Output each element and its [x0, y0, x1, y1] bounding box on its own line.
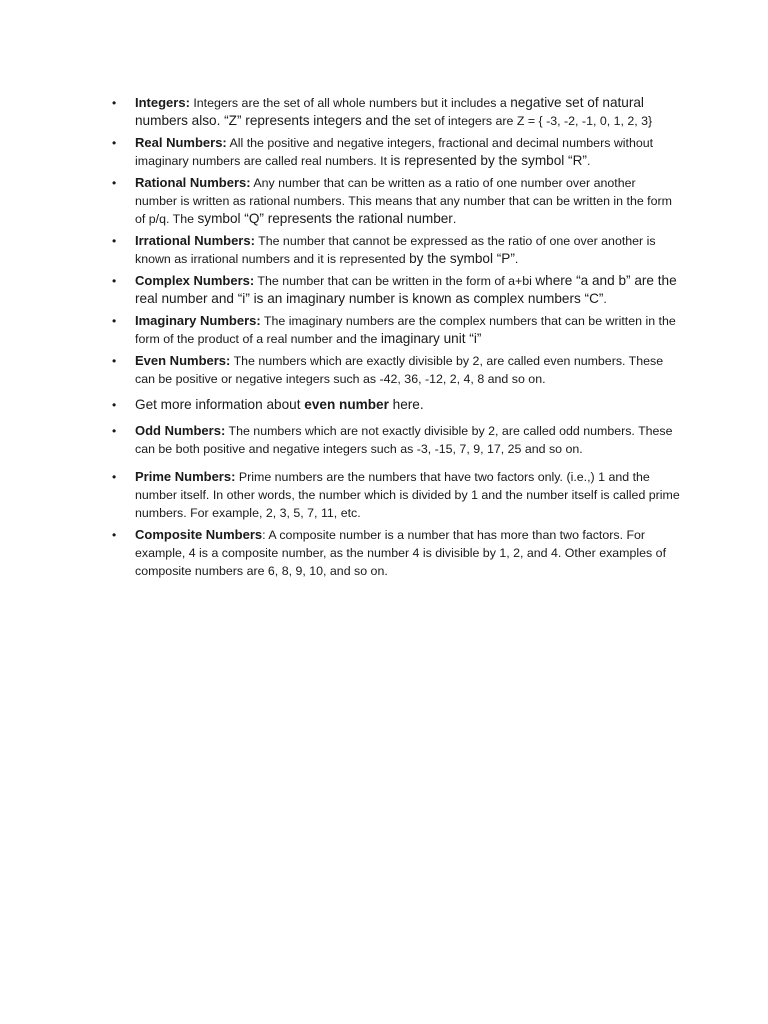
list-item-prime-numbers	[108, 468, 680, 522]
definition-text: The number that cannot be expressed as the ratio of one over another is known as irrational numbers and it is represented	[135, 234, 656, 266]
list-item-complex-numbers	[108, 272, 680, 308]
definition-text: The imaginary numbers are the complex numbers that can be written in the form of the product of a real number and the	[135, 314, 676, 346]
bullet: •	[112, 354, 117, 368]
definition-text: Integers are the set of all whole numbers but it includes a	[189, 96, 511, 110]
more-info-suffix: here.	[388, 397, 424, 412]
list-item-rational-numbers	[108, 174, 680, 228]
term-label: Even Numbers:	[135, 353, 231, 368]
term-label: Odd Numbers:	[135, 423, 226, 438]
term-label: Imaginary Numbers:	[135, 313, 261, 328]
definition-text: .	[514, 252, 519, 266]
term-label: Complex Numbers:	[135, 273, 255, 288]
list-item-real-numbers	[108, 134, 680, 170]
number-types-list	[108, 94, 680, 584]
list-item-irrational-numbers	[108, 232, 680, 268]
definition-text: .	[603, 292, 607, 306]
list-item-odd-numbers	[108, 422, 680, 458]
term-label: Composite Numbers	[135, 527, 263, 542]
bullet: •	[112, 528, 117, 542]
definition-text: where “a and b” are the real number and “i” is an imaginary number is known as complex numbers “C”	[135, 273, 677, 306]
bullet: •	[112, 274, 117, 288]
definition-text: is represented by the symbol “R”	[390, 153, 587, 168]
list-item-even-numbers	[108, 352, 680, 388]
term-label: Prime Numbers:	[135, 469, 236, 484]
definition-text: The numbers which are not exactly divisible by 2, are called odd numbers. These can be both positive and negative integers such as -3, -15, 7, 9, 17, 25 and so on.	[135, 424, 673, 456]
list-item-imaginary-numbers	[108, 312, 680, 348]
bullet: •	[112, 424, 117, 438]
definition-text: The numbers which are exactly divisible by 2, are called even numbers. These can be positive or negative integers such as -42, 36, -12, 2, 4, 8 and so on.	[135, 354, 664, 386]
bullet: •	[112, 234, 117, 248]
definition-text: set of integers are Z = { -3, -2, -1, 0, 1, 2, 3}	[410, 114, 653, 128]
definition-text: Prime numbers are the numbers that have two factors only. (i.e.,) 1 and the number itself. In other words, the number which is divided by 1 and the number itself is called prime numbers. For example, 2, 3, 5, 7, 11, etc.	[135, 470, 680, 520]
definition-text: .	[586, 154, 591, 168]
definition-text: by the symbol “P”	[409, 251, 515, 266]
term-label: Real Numbers:	[135, 135, 227, 150]
definition-text: : A composite number is a number that has more than two factors. For example, 4 is a composite number, as the number 4 is divisible by 1, 2, and 4. Other examples of composite numbers are 6, 8, 9, 10, and so on.	[135, 528, 667, 578]
definition-text: symbol “Q” represents the rational number	[197, 211, 453, 226]
more-info-prefix: Get more information about	[135, 397, 305, 412]
bullet: •	[112, 314, 117, 328]
bullet: •	[112, 136, 117, 150]
list-item-integers	[108, 94, 680, 130]
bullet: •	[112, 96, 117, 110]
definition-text: Any number that can be written as a ratio of one number over another number is written as rational numbers. This means that any number that can be written in the form of p/q. The	[135, 176, 672, 226]
bullet: •	[112, 470, 117, 484]
definition-text: .	[452, 212, 457, 226]
even-number-link[interactable]: even number	[304, 397, 389, 412]
term-label: Integers:	[135, 95, 190, 110]
definition-text: All the positive and negative integers, fractional and decimal numbers without imaginary numbers are called real numbers. It	[135, 136, 654, 168]
term-label: Rational Numbers:	[135, 175, 251, 190]
bullet: •	[112, 398, 117, 412]
definition-text: The number that can be written in the form of a+bi	[254, 274, 536, 288]
bullet: •	[112, 176, 117, 190]
definition-text: imaginary unit “i”	[380, 331, 482, 346]
definition-text: negative set of natural numbers also. “Z” represents integers and the	[135, 95, 644, 128]
term-label: Irrational Numbers:	[135, 233, 255, 248]
list-item-composite-numbers	[108, 526, 680, 580]
list-item-more-info	[108, 396, 680, 414]
